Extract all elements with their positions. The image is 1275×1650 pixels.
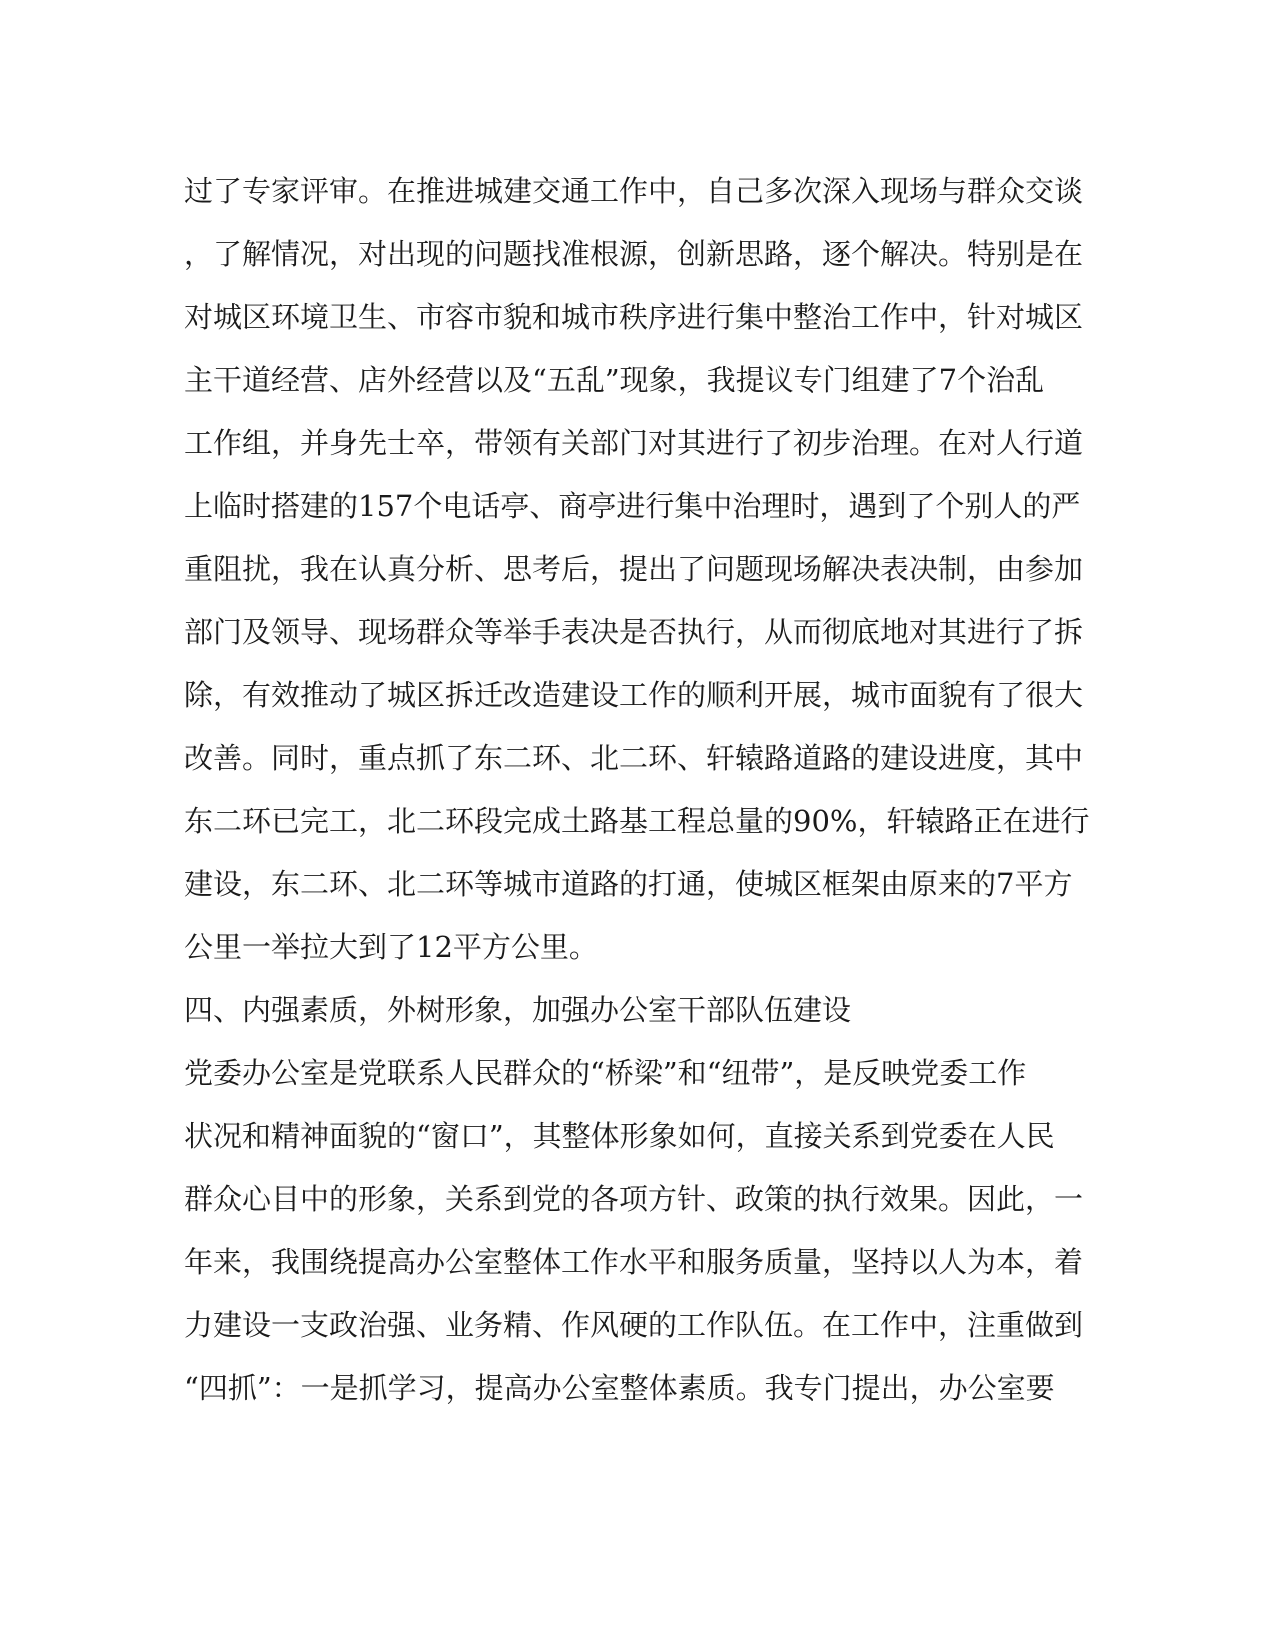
text-line: 重阻扰，我在认真分析、思考后，提出了问题现场解决表决制，由参加 bbox=[184, 552, 1084, 586]
text-line: 党委办公室是党联系人民群众的“桥梁”和“纽带”，是反映党委工作 bbox=[184, 1056, 1027, 1090]
text-line: 力建设一支政治强、业务精、作风硬的工作队伍。在工作中，注重做到 bbox=[184, 1308, 1084, 1342]
text-line: 群众心目中的形象，关系到党的各项方针、政策的执行效果。因此，一 bbox=[184, 1182, 1084, 1216]
text-line: 建设，东二环、北二环等城市道路的打通，使城区框架由原来的7平方 bbox=[184, 867, 1073, 901]
body-text bbox=[184, 160, 1094, 1420]
text-line: 状况和精神面貌的“窗口”，其整体形象如何，直接关系到党委在人民 bbox=[184, 1119, 1055, 1153]
text-line: 主干道经营、店外经营以及“五乱”现象，我提议专门组建了7个治乱 bbox=[184, 363, 1045, 397]
text-line: 年来，我围绕提高办公室整体工作水平和服务质量，坚持以人为本，着 bbox=[184, 1245, 1084, 1279]
text-line: “四抓”：一是抓学习，提高办公室整体素质。我专门提出，办公室要 bbox=[184, 1371, 1055, 1405]
text-line: 过了专家评审。在推进城建交通工作中，自己多次深入现场与群众交谈 bbox=[184, 174, 1084, 208]
text-line: 对城区环境卫生、市容市貌和城市秩序进行集中整治工作中，针对城区 bbox=[184, 300, 1084, 334]
text-line: 改善。同时，重点抓了东二环、北二环、轩辕路道路的建设进度，其中 bbox=[184, 741, 1084, 775]
text-line: 部门及领导、现场群众等举手表决是否执行，从而彻底地对其进行了拆 bbox=[184, 615, 1084, 649]
text-line: 公里一举拉大到了12平方公里。 bbox=[184, 930, 598, 964]
text-line: 上临时搭建的157个电话亭、商亭进行集中治理时，遇到了个别人的严 bbox=[184, 489, 1081, 523]
text-line: ，了解情况，对出现的问题找准根源，创新思路，逐个解决。特别是在 bbox=[184, 237, 1084, 271]
text-line: 除，有效推动了城区拆迁改造建设工作的顺利开展，城市面貌有了很大 bbox=[184, 678, 1084, 712]
section-heading: 四、内强素质，外树形象，加强办公室干部队伍建设 bbox=[184, 993, 852, 1027]
text-line: 东二环已完工，北二环段完成土路基工程总量的90%，轩辕路正在进行 bbox=[184, 804, 1090, 838]
text-line: 工作组，并身先士卒，带领有关部门对其进行了初步治理。在对人行道 bbox=[184, 426, 1084, 460]
